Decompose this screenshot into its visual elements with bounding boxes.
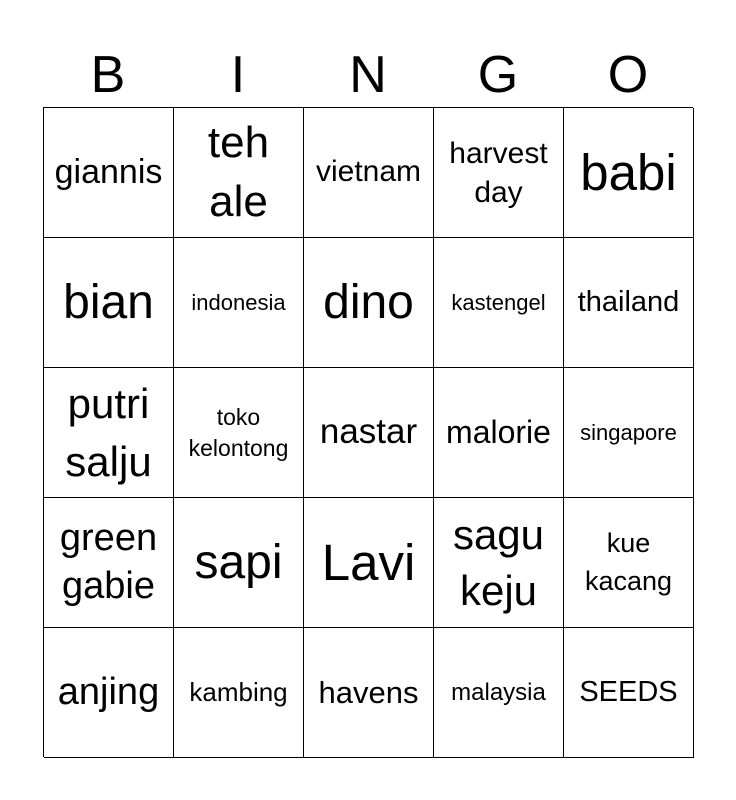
bingo-cell[interactable]: vietnam bbox=[304, 108, 434, 238]
bingo-cell[interactable]: giannis bbox=[44, 108, 174, 238]
bingo-cell[interactable]: indonesia bbox=[174, 238, 304, 368]
bingo-cell[interactable]: malaysia bbox=[434, 628, 564, 758]
bingo-cell[interactable]: nastar bbox=[304, 368, 434, 498]
bingo-cell[interactable]: dino bbox=[304, 238, 434, 368]
header-letter-b: B bbox=[90, 46, 126, 104]
bingo-cell[interactable]: kastengel bbox=[434, 238, 564, 368]
bingo-cell[interactable]: kambing bbox=[174, 628, 304, 758]
bingo-cell[interactable]: havens bbox=[304, 628, 434, 758]
bingo-cell[interactable]: bian bbox=[44, 238, 174, 368]
header-letter-g: G bbox=[477, 46, 519, 104]
bingo-cell[interactable]: harvest day bbox=[434, 108, 564, 238]
bingo-cell[interactable]: kue kacang bbox=[564, 498, 694, 628]
bingo-header bbox=[43, 42, 693, 108]
bingo-board bbox=[43, 107, 693, 757]
bingo-cell[interactable]: Lavi bbox=[304, 498, 434, 628]
bingo-cell[interactable]: sagu keju bbox=[434, 498, 564, 628]
bingo-cell[interactable]: green gabie bbox=[44, 498, 174, 628]
bingo-cell[interactable]: SEEDS bbox=[564, 628, 694, 758]
bingo-cell[interactable]: teh ale bbox=[174, 108, 304, 238]
bingo-cell[interactable]: babi bbox=[564, 108, 694, 238]
bingo-cell[interactable]: toko kelontong bbox=[174, 368, 304, 498]
bingo-cell[interactable]: anjing bbox=[44, 628, 174, 758]
bingo-cell[interactable]: thailand bbox=[564, 238, 694, 368]
bingo-cell[interactable]: malorie bbox=[434, 368, 564, 498]
header-letter-i: I bbox=[230, 46, 246, 104]
bingo-cell[interactable]: sapi bbox=[174, 498, 304, 628]
header-letter-n: N bbox=[349, 46, 387, 104]
bingo-cell[interactable]: singapore bbox=[564, 368, 694, 498]
bingo-cell[interactable]: putri salju bbox=[44, 368, 174, 498]
header-letter-o: O bbox=[607, 46, 649, 104]
